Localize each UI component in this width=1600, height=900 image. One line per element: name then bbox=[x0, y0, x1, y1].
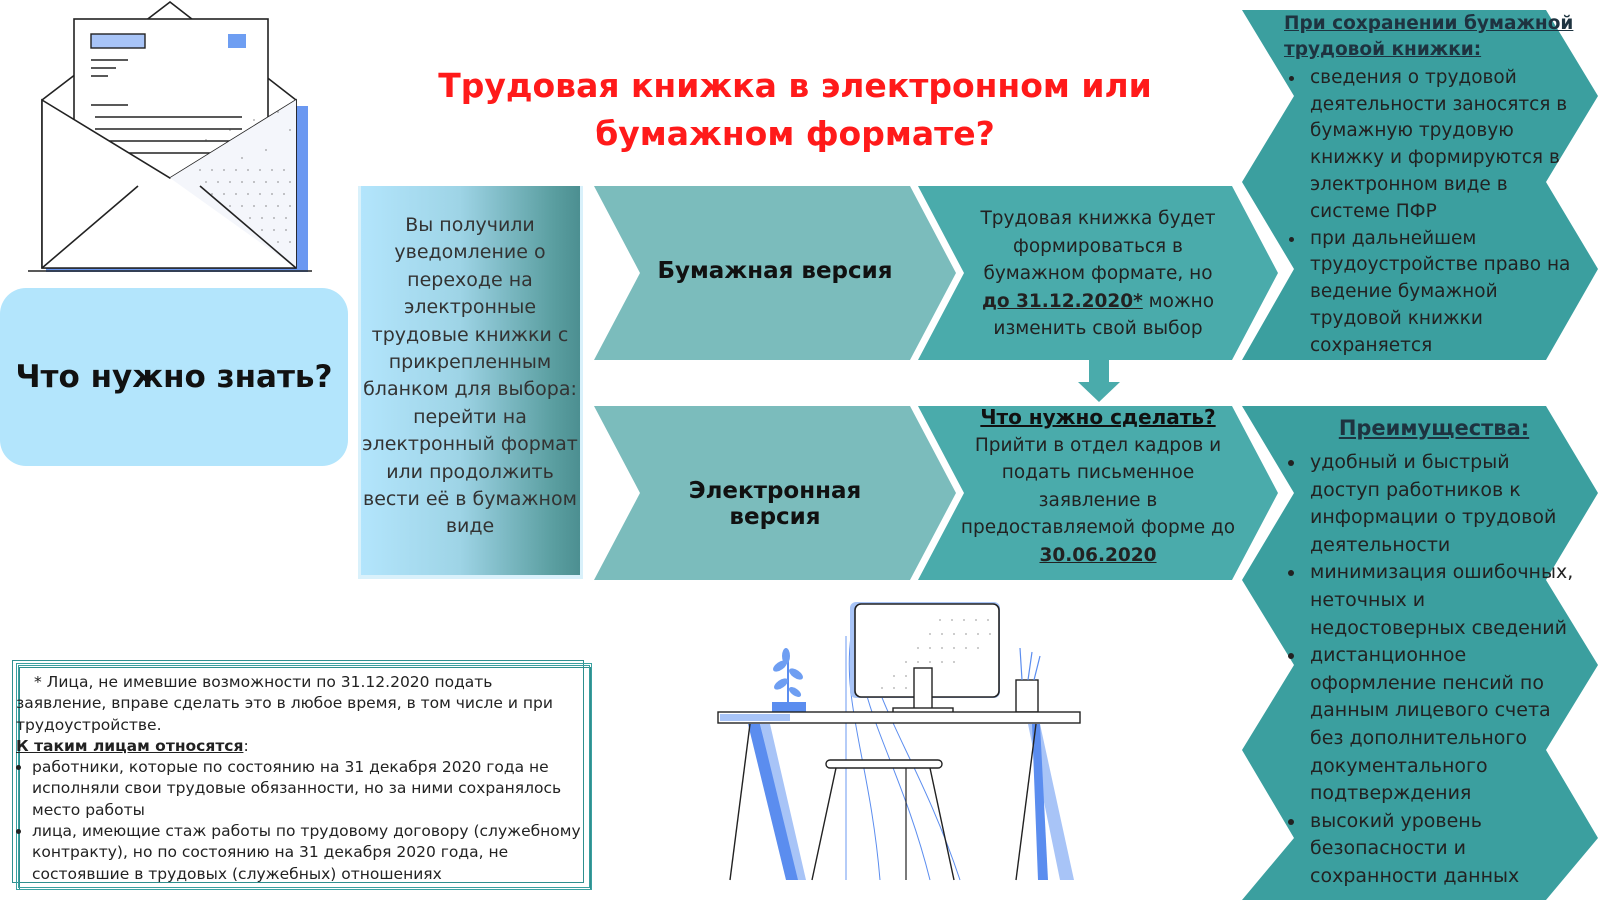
envelope-icon bbox=[28, 2, 312, 272]
notice-text: Вы получили уведомление о переходе на электронные трудовые книжки с прикрепленным бланком для выбора: перейти на электронный формат или продолжить вести её в бумажном виде bbox=[362, 214, 578, 538]
footnote bbox=[16, 672, 586, 885]
paper-desc-suffix: можно изменить свой выбор bbox=[993, 290, 1215, 340]
list-item: • минимизация ошибочных, неточных и недостоверных сведений bbox=[1306, 559, 1584, 642]
todo-date: 30.06.2020 bbox=[1039, 544, 1157, 566]
footnote-persons-label: К таким лицам относятся bbox=[16, 736, 244, 755]
list-item: • дистанционное оформление пенсий по данным лицевого счета без дополнительного документального подтверждения bbox=[1306, 642, 1584, 808]
page-title bbox=[380, 62, 1210, 158]
list-item: • лица, имеющие стаж работы по трудовому договору (служебному контракту), но по состоянию на 31 декабря 2020 года, не состоявшие в трудовых (служебных) отношениях bbox=[32, 821, 586, 885]
list-item: • работники, которые по состоянию на 31 декабря 2020 года не исполняли свои трудовые обязанности, но за ними сохранялось место работы bbox=[32, 757, 586, 821]
footnote-persons-colon: : bbox=[243, 736, 249, 755]
list-item: • сведения о трудовой деятельности заносятся в бумажную трудовую книжку и формируются в электронном виде в системе ПФР bbox=[1306, 65, 1584, 226]
list-item: • высокий уровень безопасности и сохранности данных bbox=[1306, 808, 1584, 891]
paper-keep-list bbox=[1284, 65, 1584, 360]
desk-computer-icon bbox=[718, 602, 1080, 880]
list-item: • удобный и быстрый доступ работников к информации о трудовой деятельности bbox=[1306, 449, 1584, 559]
advantages-list bbox=[1284, 449, 1584, 891]
electronic-todo-block bbox=[950, 404, 1246, 570]
advantages-title: Преимущества: bbox=[1338, 416, 1530, 440]
todo-title: Что нужно сделать? bbox=[980, 405, 1216, 429]
title-line-1: Трудовая книжка в электронном или bbox=[438, 66, 1152, 105]
what-to-know-label: Что нужно знать? bbox=[15, 359, 333, 395]
paper-version-label: Бумажная версия bbox=[657, 258, 893, 284]
footnote-list bbox=[16, 757, 586, 885]
paper-desc-prefix: Трудовая книжка будет формироваться в бумажном формате, но bbox=[980, 208, 1216, 285]
advantages-block bbox=[1284, 413, 1584, 891]
footnote-line: * Лица, не имевшие возможности по 31.12.2020 подать заявление, вправе сделать это в любое время, в том числе и при трудоустройстве. bbox=[16, 673, 553, 734]
paper-keep-block bbox=[1284, 11, 1584, 360]
electronic-version-label: Электронная версия bbox=[688, 478, 862, 530]
footnote-persons bbox=[16, 736, 586, 757]
title-line-2: бумажном формате? bbox=[595, 114, 995, 153]
paper-desc-date: до 31.12.2020* bbox=[981, 290, 1143, 312]
down-arrow-icon bbox=[1078, 360, 1120, 402]
paper-keep-title: При сохранении бумажной трудовой книжки: bbox=[1284, 13, 1574, 61]
list-item: • при дальнейшем трудоустройстве право на ведение бумажной трудовой книжки сохраняется bbox=[1306, 226, 1584, 360]
todo-text: Прийти в отдел кадров и подать письменное заявление в предоставляемой форме до bbox=[960, 434, 1236, 539]
paper-version-desc bbox=[964, 205, 1232, 343]
